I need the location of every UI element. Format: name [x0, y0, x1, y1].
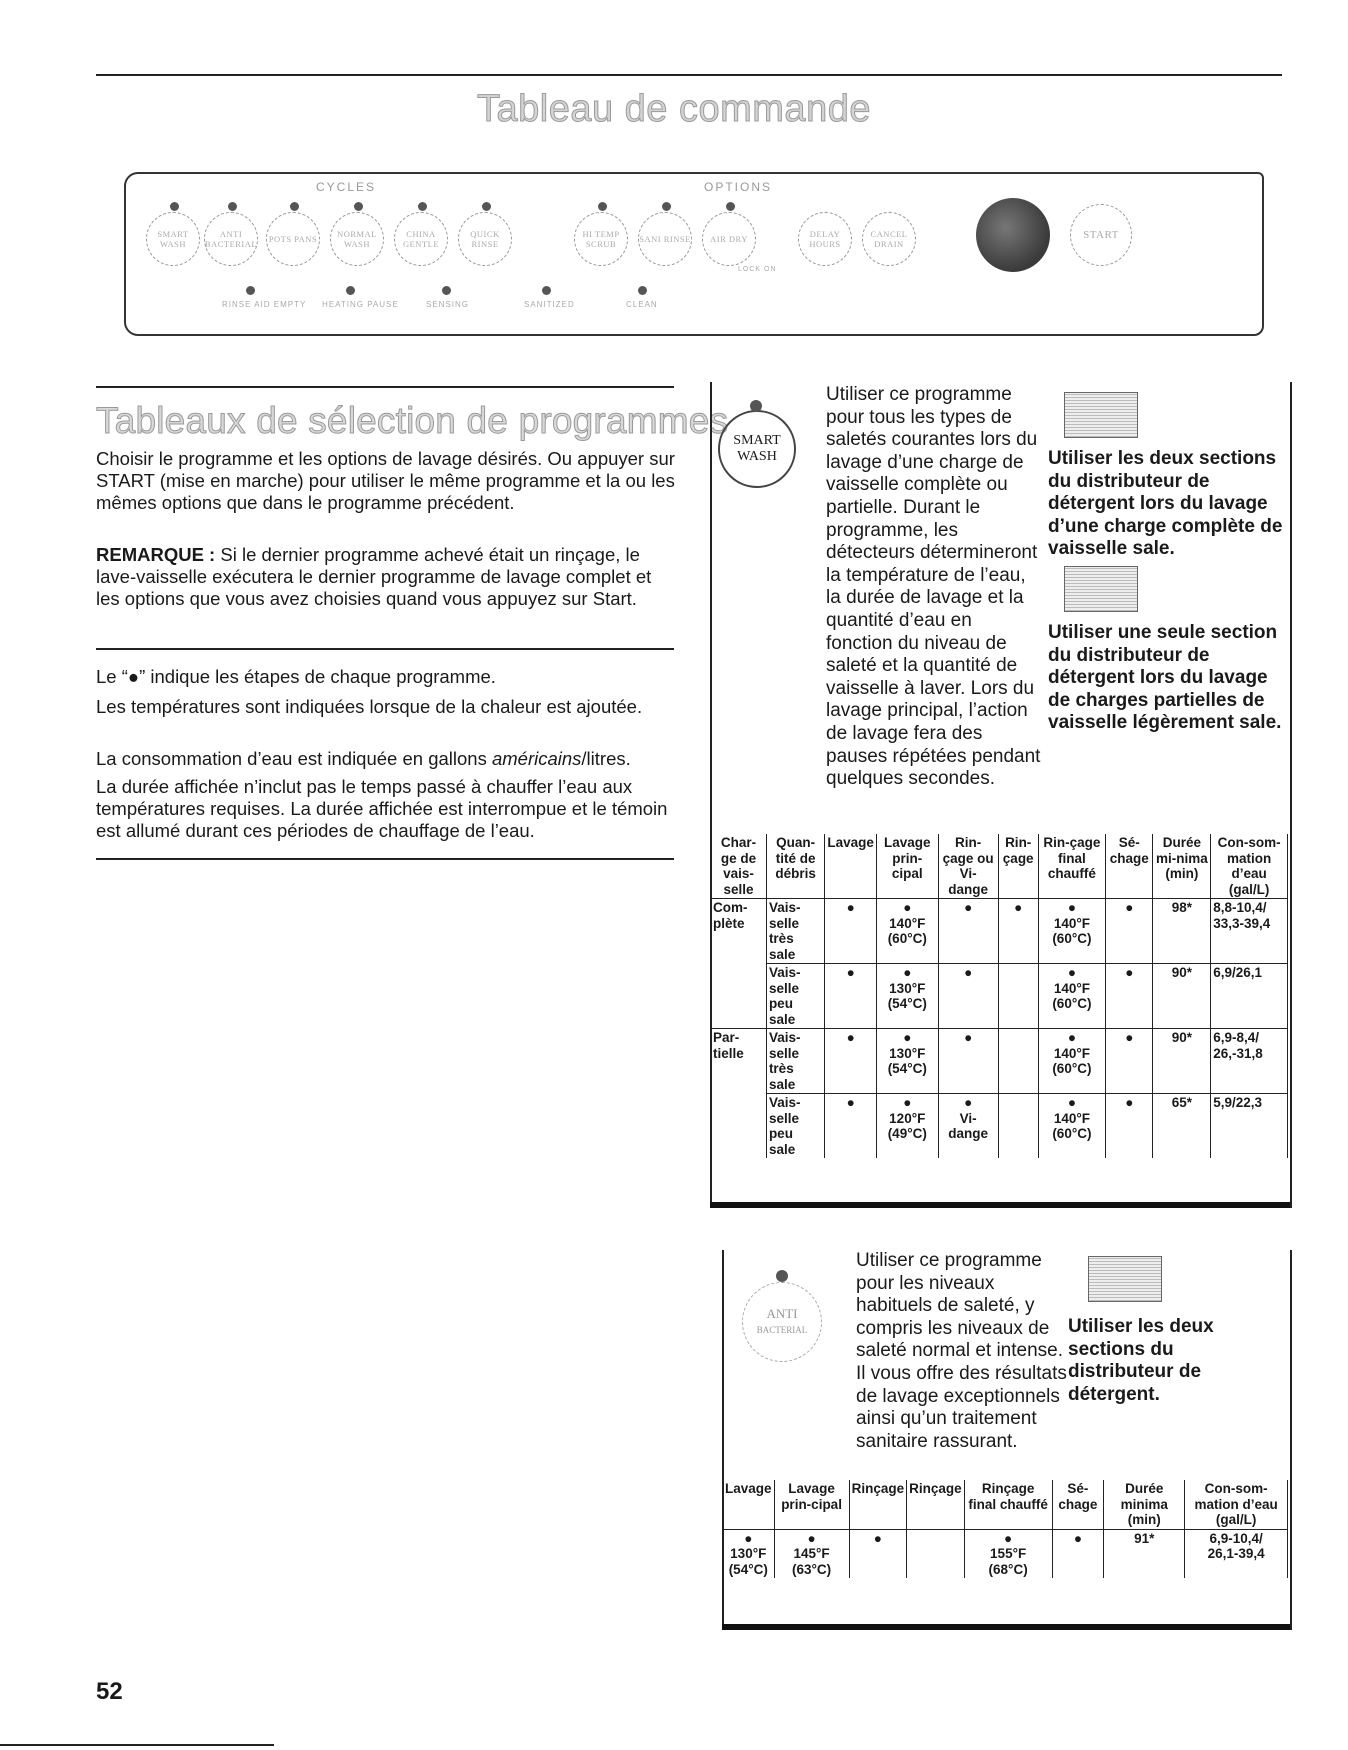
anti-icon-line1: ANTI: [766, 1306, 798, 1321]
cell-main: ● 145°F (63°C): [774, 1529, 849, 1578]
cell-wash: ●: [825, 1094, 877, 1159]
anti-bacterial-description: Utiliser ce programme pour les niveaux habituels de saleté, y compris les niveaux de saleté normal et intense. Il vous offre des résultats de lavage exceptionnels ainsi qu’un traitement sanitaire rassurant.: [856, 1250, 1067, 1452]
anti-bacterial-table: [722, 1480, 1288, 1578]
cell-dry: ●: [1106, 1029, 1153, 1094]
cell-time: 90*: [1153, 1029, 1211, 1094]
legend1-post: ” indique les étapes de chaque programme.: [139, 666, 496, 687]
table-row: [711, 964, 1288, 1029]
sani-rinse-button[interactable]: SANI RINSE: [638, 212, 692, 266]
air-dry-led: [726, 202, 735, 211]
china-gentle-led: [418, 202, 427, 211]
hdr-final-rinse: Rinçage final chauffé: [964, 1480, 1052, 1529]
hdr-wash: Lavage: [825, 834, 877, 899]
legend-temperature-line: Les températures sont indiquées lorsque de la chaleur est ajoutée.: [96, 696, 643, 717]
cell-rinse-drain: ●: [938, 899, 998, 964]
cell-soil: Vais-selle peu sale: [766, 964, 824, 1029]
anti-bacterial-led: [228, 202, 237, 211]
anti-header-row: [723, 1480, 1288, 1529]
table-row: [711, 1094, 1288, 1159]
cell-wash: ●: [825, 899, 877, 964]
cell-main: ● 140°F (60°C): [876, 899, 938, 964]
sanitized-led: [542, 286, 551, 295]
delay-hours-button[interactable]: DELAY HOURS: [798, 212, 852, 266]
cell-rinse-1: ●: [849, 1529, 907, 1578]
quick-rinse-led: [482, 202, 491, 211]
cell-rinse: ●: [998, 899, 1038, 964]
legend3-post: /litres.: [581, 748, 631, 769]
anti-bacterial-icon: [742, 1282, 822, 1362]
section-title: Tableaux de sélection de programmes: [96, 400, 729, 441]
normal-wash-led: [354, 202, 363, 211]
remark-label: REMARQUE :: [96, 544, 216, 565]
hdr-final-rinse: Rin-çage final chauffé: [1038, 834, 1106, 899]
remark-text: Si le dernier programme achevé était un rinçage, le lave-vaisselle exécutera le dernier programme de lavage complet et les options que vous avez choisies quand vous appuyez sur Start.: [96, 544, 652, 609]
cell-time: 90*: [1153, 964, 1211, 1029]
smart-wash-led: [170, 202, 179, 211]
anti-table-bottom-bar: [722, 1624, 1290, 1630]
cell-rinse-drain: ●: [938, 1029, 998, 1094]
cell-water: 6,9-8,4/ 26,-31,8: [1211, 1029, 1288, 1094]
power-knob[interactable]: [976, 198, 1050, 272]
legend-dot-line: [96, 666, 676, 688]
quick-rinse-button[interactable]: QUICK RINSE: [458, 212, 512, 266]
cell-wash: ● 130°F (54°C): [723, 1529, 775, 1578]
smart-note-full: Utiliser les deux sections du distributeur de détergent lors du lavage d’une charge complète de vaisselle sale.: [1048, 448, 1283, 560]
smart-wash-button[interactable]: SMART WASH: [146, 212, 200, 266]
legend1-pre: Le “: [96, 666, 128, 687]
hdr-dry: Sé-chage: [1052, 1480, 1104, 1529]
smart-wash-icon: [718, 410, 796, 488]
rinse-aid-label: RINSE AID EMPTY: [222, 300, 307, 309]
hdr-rinse-2: Rinçage: [907, 1480, 965, 1529]
cell-water: 5,9/22,3: [1211, 1094, 1288, 1159]
cell-dry: ●: [1106, 1094, 1153, 1159]
cycles-heading: CYCLES: [316, 180, 377, 194]
cell-load: Par-tielle: [711, 1029, 767, 1094]
table-row: [723, 1529, 1288, 1578]
cell-wash: ●: [825, 964, 877, 1029]
legend-rule-top: [96, 648, 674, 650]
top-rule: [96, 74, 1282, 76]
intro-paragraph: Choisir le programme et les options de lavage désirés. Ou appuyer sur START (mise en marche) pour utiliser le même programme et la ou les mêmes options que dans le programme précédent.: [96, 448, 675, 513]
anti-note: Utiliser les deux sections du distributeur de détergent.: [1068, 1316, 1214, 1405]
cell-soil: Vais-selle très sale: [766, 1029, 824, 1094]
hdr-rinse-drain: Rin-çage ou Vi-dange: [938, 834, 998, 899]
cell-final: ● 140°F (60°C): [1038, 899, 1106, 964]
hdr-dry: Sé-chage: [1106, 834, 1153, 899]
cell-time: 65*: [1153, 1094, 1211, 1159]
page-title: Tableau de commande: [477, 88, 871, 130]
cell-rinse: [998, 1029, 1038, 1094]
lock-label: LOCK ON: [738, 266, 777, 273]
control-panel: [124, 172, 1264, 336]
clean-label: CLEAN: [626, 300, 658, 309]
sensing-label: SENSING: [426, 300, 470, 309]
cell-rinse-2: [907, 1529, 965, 1578]
cell-soil: Vais-selle très sale: [766, 899, 824, 964]
hdr-time: Durée minima (min): [1104, 1480, 1185, 1529]
china-gentle-button[interactable]: CHINA GENTLE: [394, 212, 448, 266]
anti-icon-led: [776, 1270, 788, 1282]
sensing-led: [442, 286, 451, 295]
hdr-main-wash: Lavage prin-cipal: [774, 1480, 849, 1529]
hdr-soil: Quan-tité de débris: [766, 834, 824, 899]
section-rule: [96, 386, 674, 388]
legend-rule-bottom: [96, 858, 674, 860]
smart-header-row: [711, 834, 1288, 899]
hi-temp-scrub-button[interactable]: HI TEMP SCRUB: [574, 212, 628, 266]
cell-rinse-drain: ●: [938, 964, 998, 1029]
cell-water: 8,8-10,4/ 33,3-39,4: [1211, 899, 1288, 964]
cell-water: 6,9/26,1: [1211, 964, 1288, 1029]
hdr-water: Con-som-mation d’eau (gal/L): [1211, 834, 1288, 899]
legend3-pre: La consommation d’eau est indiquée en gallons: [96, 748, 492, 769]
sani-rinse-led: [662, 202, 671, 211]
rinse-aid-led: [246, 286, 255, 295]
smart-wash-table: [710, 834, 1288, 1158]
cell-rinse-drain: ● Vi- dange: [938, 1094, 998, 1159]
cell-load: Com-plète: [711, 899, 767, 964]
cell-main: ● 130°F (54°C): [876, 1029, 938, 1094]
cell-final: ● 140°F (60°C): [1038, 1094, 1106, 1159]
cell-time: 91*: [1104, 1529, 1185, 1578]
dispenser-full-icon: [1064, 392, 1138, 438]
clean-led: [638, 286, 647, 295]
cell-load: [711, 964, 767, 1029]
footer-rule: [0, 1744, 274, 1746]
cell-main: ● 130°F (54°C): [876, 964, 938, 1029]
anti-bacterial-button[interactable]: ANTI BACTERIAL: [204, 212, 258, 266]
cell-rinse: [998, 1094, 1038, 1159]
legend-duration-line: La durée affichée n’inclut pas le temps passé à chauffer l’eau aux températures requises. La durée affichée est interrompue et le témoin est allumé durant ces périodes de chauffage de l’eau.: [96, 776, 668, 841]
cell-dry: ●: [1106, 964, 1153, 1029]
hdr-time: Durée mi-nima (min): [1153, 834, 1211, 899]
remark-paragraph: [96, 544, 676, 610]
cell-load: [711, 1094, 767, 1159]
hi-temp-led: [598, 202, 607, 211]
heating-pause-led: [346, 286, 355, 295]
options-heading: OPTIONS: [704, 180, 773, 194]
cell-dry: ●: [1052, 1529, 1104, 1578]
hdr-wash: Lavage: [723, 1480, 775, 1529]
cell-wash: ●: [825, 1029, 877, 1094]
sanitized-label: SANITIZED: [524, 300, 575, 309]
cell-main: ● 120°F (49°C): [876, 1094, 938, 1159]
air-dry-button[interactable]: AIR DRY: [702, 212, 756, 266]
table-row: [711, 899, 1288, 964]
hdr-load: Char-ge de vais-selle: [711, 834, 767, 899]
start-button[interactable]: START: [1070, 204, 1132, 266]
smart-note-partial: Utiliser une seule section du distributeur de détergent lors du lavage de charges partielles de vaisselle légèrement sale.: [1048, 622, 1282, 734]
smart-icon-line2: WASH: [737, 449, 777, 464]
dispenser-partial-icon: [1064, 566, 1138, 612]
cancel-drain-button[interactable]: CANCEL DRAIN: [862, 212, 916, 266]
cell-water: 6,9-10,4/ 26,1-39,4: [1185, 1529, 1288, 1578]
smart-wash-description: Utiliser ce programme pour tous les types de saletés courantes lors du lavage d’une charge de vaisselle complète ou partielle. Durant le programme, les détecteurs détermineront la température de l’eau, la durée de lavage et la quantité d’eau en fonction du niveau de saleté et la quantité de vaisselle à laver. Lors du lavage principal, l’action de lavage fera des pauses répétées pendant quelques secondes.: [826, 384, 1041, 790]
page-number: 52: [96, 1678, 123, 1705]
heating-pause-label: HEATING PAUSE: [322, 300, 399, 309]
pots-pans-button[interactable]: POTS PANS: [266, 212, 320, 266]
legend1-dot: ●: [127, 666, 140, 687]
hdr-water: Con-som-mation d’eau (gal/L): [1185, 1480, 1288, 1529]
table-row: [711, 1029, 1288, 1094]
anti-icon-line2: BACTERIAL: [756, 1325, 808, 1335]
cell-time: 98*: [1153, 899, 1211, 964]
cell-dry: ●: [1106, 899, 1153, 964]
cell-final: ● 140°F (60°C): [1038, 964, 1106, 1029]
legend3-italic: américains: [491, 748, 582, 769]
dispenser-both-icon: [1088, 1256, 1162, 1302]
hdr-main-wash: Lavage prin-cipal: [876, 834, 938, 899]
hdr-rinse: Rin-çage: [998, 834, 1038, 899]
cell-rinse: [998, 964, 1038, 1029]
cell-final: ● 155°F (68°C): [964, 1529, 1052, 1578]
hdr-rinse-1: Rinçage: [849, 1480, 907, 1529]
smart-icon-line1: SMART: [733, 433, 781, 448]
pots-pans-led: [290, 202, 299, 211]
legend-water-line: [96, 748, 676, 770]
normal-wash-button[interactable]: NORMAL WASH: [330, 212, 384, 266]
smart-table-bottom-bar: [710, 1202, 1290, 1208]
smart-icon-led: [750, 400, 762, 412]
cell-soil: Vais-selle peu sale: [766, 1094, 824, 1159]
cell-final: ● 140°F (60°C): [1038, 1029, 1106, 1094]
